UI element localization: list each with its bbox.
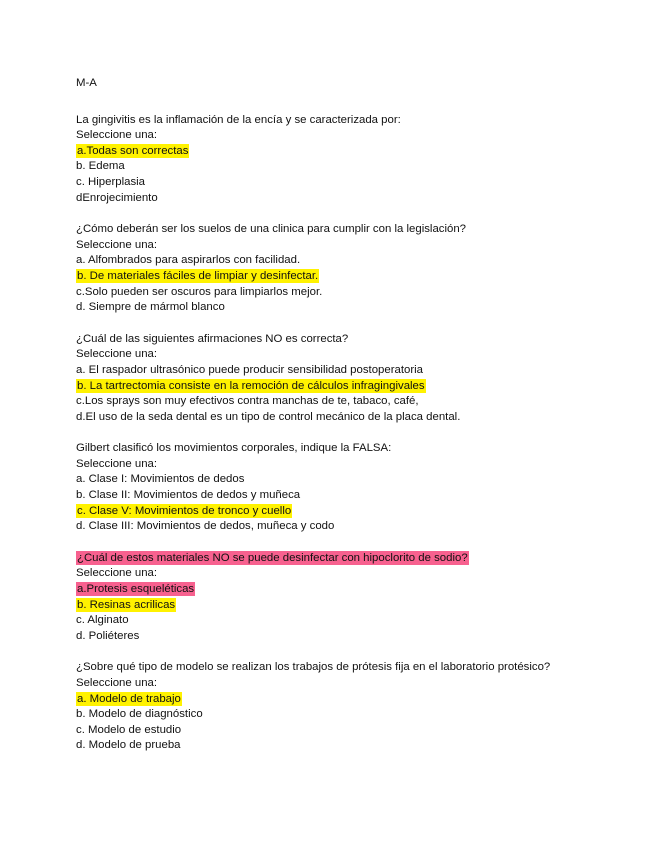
question-3 [76,332,636,426]
option-b [76,598,636,614]
document-body [76,76,636,754]
select-prompt: Seleccione una: [76,348,158,361]
option-b [76,269,636,285]
option-d: dEnrojecimiento [76,191,158,204]
option-a: a. Alfombrados para aspirarlos con facilidad. [76,254,301,267]
option-b: b. Clase II: Movimientos de dedos y muñeca [76,489,301,502]
highlighted-answer: a.Todas son correctas [77,144,189,157]
option-d: d. Modelo de prueba [76,739,181,752]
option-b [76,379,636,395]
option-c: c. Alginato [76,614,129,627]
highlighted-answer: a. Modelo de trabajo [77,692,181,705]
question-text: ¿Cuál de las siguientes afirmaciones NO es correcta? [76,332,349,345]
question-6 [76,660,636,754]
highlighted-answer: c. Clase V: Movimientos de tronco y cuello [77,504,292,517]
option-c [76,504,636,520]
highlighted-question: ¿Cuál de estos materiales NO se puede desinfectar con hipoclorito de sodio? [77,551,468,564]
highlighted-answer: b. La tartrectomia consiste en la remoción de cálculos infragingivales [77,379,425,392]
question-text: ¿Sobre qué tipo de modelo se realizan los trabajos de prótesis fija en el laboratorio protésico? [76,661,551,674]
question-text: Gilbert clasificó los movimientos corporales, indique la FALSA: [76,442,392,455]
option-a [76,582,636,598]
option-b: b. Edema [76,160,125,173]
option-a [76,144,636,160]
question-1 [76,113,636,207]
option-b: b. Modelo de diagnóstico [76,708,203,721]
option-d: d. Poliéteres [76,629,140,642]
option-d: d.El uso de la seda dental es un tipo de control mecánico de la placa dental. [76,410,461,423]
highlighted-answer: b. De materiales fáciles de limpiar y desinfectar. [77,269,319,282]
question-4 [76,441,636,535]
question-text: La gingivitis es la inflamación de la encía y se caracterizada por: [76,113,401,126]
highlighted-answer: a.Protesis esqueléticas [77,583,195,596]
document-code: M-A [76,77,97,89]
option-d: d. Siempre de mármol blanco [76,301,225,314]
option-a: a. Clase I: Movimientos de dedos [76,473,245,486]
select-prompt: Seleccione una: [76,238,158,251]
option-d: d. Clase III: Movimientos de dedos, muñeca y codo [76,520,335,533]
question-text [76,551,636,567]
highlighted-answer: b. Resinas acrilicas [77,598,176,611]
option-c: c.Solo pueden ser oscuros para limpiarlos mejor. [76,285,323,298]
select-prompt: Seleccione una: [76,457,158,470]
select-prompt: Seleccione una: [76,567,158,580]
option-a: a. El raspador ultrasónico puede producir sensibilidad postoperatoria [76,363,423,376]
option-c: c. Modelo de estudio [76,723,182,736]
select-prompt: Seleccione una: [76,129,158,142]
question-5 [76,551,636,645]
option-c: c. Hiperplasia [76,175,146,188]
question-text: ¿Cómo deberán ser los suelos de una clinica para cumplir con la legislación? [76,223,467,236]
question-2 [76,222,636,316]
option-c: c.Los sprays son muy efectivos contra manchas de te, tabaco, café, [76,395,419,408]
select-prompt: Seleccione una: [76,677,158,689]
option-a [76,692,636,708]
